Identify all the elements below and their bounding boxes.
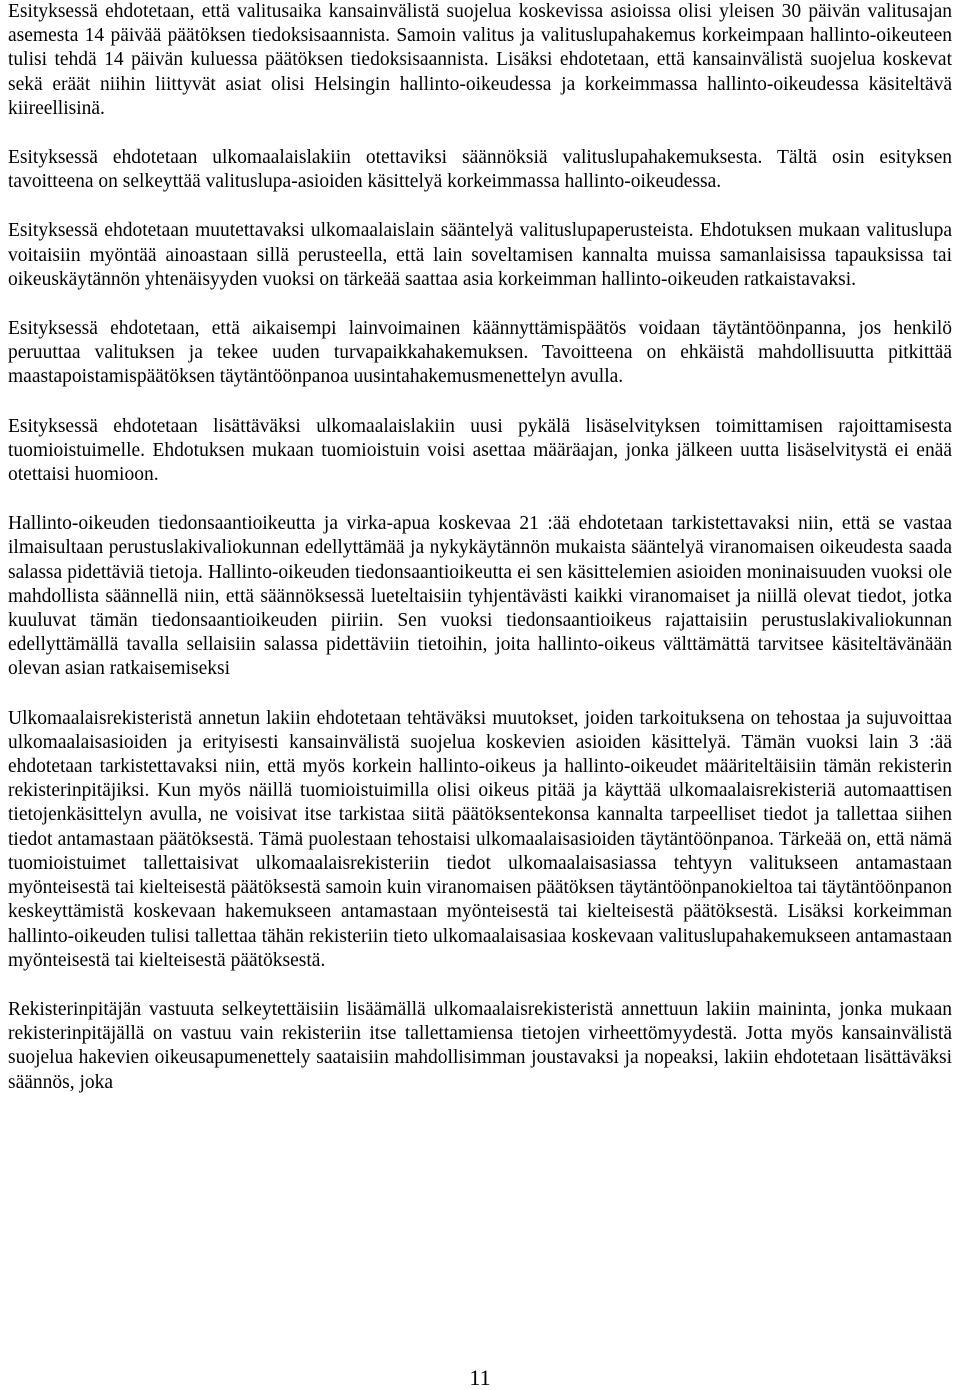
paragraph-aliens-register: Ulkomaalaisrekisteristä annetun lakiin ehdotetaan tehtäväksi muutokset, joiden tarkoituksena on tehostaa ja sujuvoittaa ulkomaalaisasioiden ja erityisesti kansainvälistä suojelua koskevien asioiden käsittelyä. Tämän vuoksi lain 3 :ää ehdotetaan tarkistettavaksi niin, että myös korkein hallinto-oikeus ja hallinto-oikeudet määriteltäisiin tämän rekisterin rekisterinpitäjiksi. Kun myös näillä tuomioistuimilla olisi oikeus pitää ja käyttää ulkomaalaisrekisteriä automaattisen tietojenkäsittelyn avulla, ne voisivat itse tarkistaa siitä päätöksentekonsa kannalta tarpeelliset tiedot ja tallettaa siihen tiedot antamastaan päätöksestä. Tämä puolestaan tehostaisi ulkomaalaisasioiden täytäntöönpanoa. Tärkeää on, että nämä tuomioistuimet tallettaisivat ulkomaalaisrekisteriin tiedot ulkomaalaisasiassa tehtyyn valitukseen antamastaan myönteisestä tai kielteisestä päätöksestä samoin kuin viranomaisen päätöksen täytäntöönpanokieltoa tai täytäntöönpanon keskeyttämistä koskevaan hakemukseen antamastaan myönteisestä tai kielteisestä päätöksestä. Lisäksi korkeimman hallinto-oikeuden tulisi tallettaa tähän rekisteriin tieto ulkomaalaisasiaa koskevaan valituslupahakemukseen antamastaan myönteisestä tai kielteisestä päätöksestä. <box>8 707 952 971</box>
paragraph-controller-responsibility: Rekisterinpitäjän vastuuta selkeytettäisiin lisäämällä ulkomaalaisrekisteristä annettuun lakiin maininta, jonka mukaan rekisterinpitäjällä on vastuu vain rekisteriin itse tallettamiensa tietojen virheettömyydestä. Jotta myös kansainvälistä suojelua hakevien oikeusapumenettely saataisiin mahdollisimman joustavaksi ja nopeaksi, lakiin ehdotetaan lisättäväksi säännös, joka <box>8 998 952 1093</box>
paragraph-leave-to-appeal-application: Esityksessä ehdotetaan ulkomaalaislakiin otettaviksi säännöksiä valituslupahakemuksesta. Tältä osin esityksen tavoitteena on selkeyttää valituslupa-asioiden käsittelyä korkeimmassa hallinto-oikeudessa. <box>8 147 952 193</box>
paragraph-right-to-information: Hallinto-oikeuden tiedonsaantioikeutta ja virka-apua koskevaa 21 :ää ehdotetaan tarkistettavaksi niin, että se vastaa ilmaisultaan perustuslakivaliokunnan edellyttämää ja nykykäytännön mukaista sääntelyä viranomaisen oikeudesta saada salassa pidettäviä tietoja. Hallinto-oikeuden tiedonsaantioikeutta ei sen käsittelemien asioiden moninaisuuden vuoksi ole mahdollista säännellä niin, että säännöksessä lueteltaisiin tyhjentävästi kaikki viranomaiset ja niillä olevat tiedot, jotka kuuluvat tämän tiedonsaantioikeuden piiriin. Sen vuoksi tiedonsaantioikeus rajattaisiin perustuslakivaliokunnan edellyttämällä tavalla sellaisiin salassa pidettäviin tietoihin, joita hallinto-oikeus välttämättä tarvitsee käsiteltävänään olevan asian ratkaisemiseksi <box>8 513 952 680</box>
paragraph-additional-evidence: Esityksessä ehdotetaan lisättäväksi ulkomaalaislakiin uusi pykälä lisäselvityksen toimittamisen rajoittamisesta tuomioistuimelle. Ehdotuksen mukaan tuomioistuin voisi asettaa määräajan, jonka jälkeen uutta lisäselvitystä ei enää otettaisi huomioon. <box>8 415 952 486</box>
paragraph-appeal-period: Esityksessä ehdotetaan, että valitusaika kansainvälistä suojelua koskevissa asioissa olisi yleisen 30 päivän valitusajan asemesta 14 päivää päätöksen tiedoksisaannista. Samoin valitus ja valituslupahakemus korkeimpaan hallinto-oikeuteen tulisi tehdä 14 päivän kuluessa päätöksen tiedoksisaannista. Lisäksi ehdotetaan, että kansainvälistä suojelua koskevat sekä eräät niihin liittyvät asiat olisi Helsingin hallinto-oikeudessa ja korkeimmassa hallinto-oikeudessa käsiteltävä kiireellisinä. <box>8 1 952 119</box>
paragraph-enforcement: Esityksessä ehdotetaan, että aikaisempi lainvoimainen käännyttämispäätös voidaan täytäntöönpanna, jos henkilö peruuttaa valituksen ja tekee uuden turvapaikkahakemuksen. Tavoitteena on ehkäistä mahdollisuutta pitkittää maastapoistamispäätöksen täytäntöönpanoa uusintahakemusmenettelyn avulla. <box>8 318 952 388</box>
document-page <box>8 0 952 1120</box>
page-number: 11 <box>469 1365 491 1390</box>
paragraph-leave-to-appeal-grounds: Esityksessä ehdotetaan muutettavaksi ulkomaalaislain sääntelyä valituslupaperusteista. Ehdotuksen mukaan valituslupa voitaisiin myöntää ainoastaan sillä perusteella, että lain soveltamisen kannalta muissa samanlaisissa tapauksissa tai oikeuskäytännön yhtenäisyyden vuoksi on tärkeää saattaa asia korkeimman hallinto-oikeuden ratkaistavaksi. <box>8 220 952 290</box>
